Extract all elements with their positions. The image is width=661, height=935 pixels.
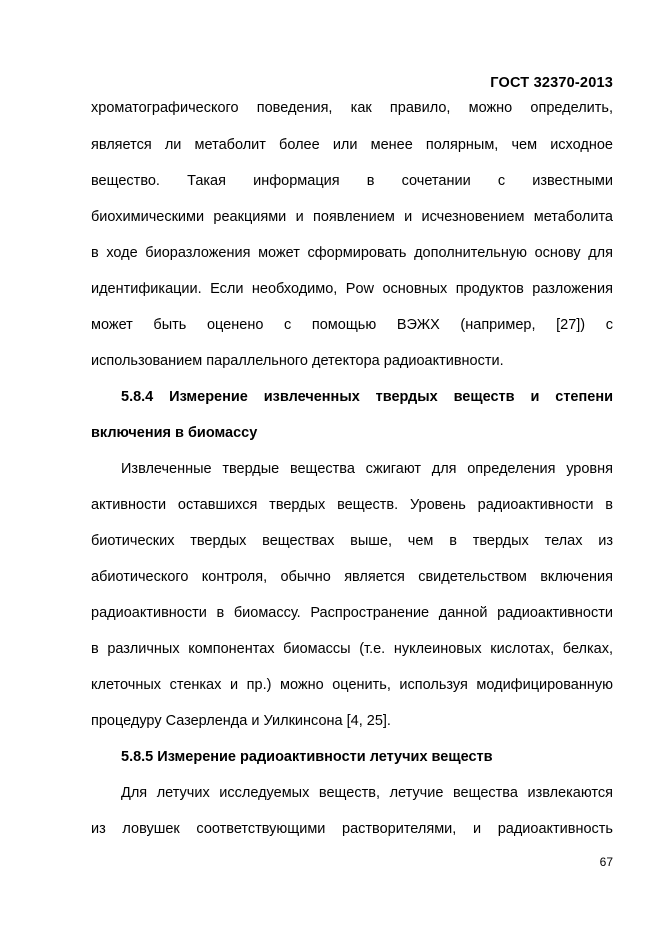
section-heading: включения в биомассу [91,425,258,441]
text-line: биохимическими реакциями и появлением и исчезновением метаболита [91,209,613,225]
text-line: активности оставшихся твердых веществ. Уровень радиоактивности в [91,497,613,513]
text-line: из ловушек соответствующими растворителями, и радиоактивность [91,821,613,837]
text-line: хроматографического поведения, как правило, можно определить, [91,100,613,116]
text-line: в ходе биоразложения может сформировать дополнительную основу для [91,245,613,261]
section-heading: 5.8.5 Измерение радиоактивности летучих веществ [121,749,493,765]
text-line: является ли метаболит более или менее полярным, чем исходное [91,137,613,153]
text-line: клеточных стенках и пр.) можно оценить, используя модифицированную [91,677,613,693]
text-line: Для летучих исследуемых веществ, летучие вещества извлекаются [121,785,613,801]
text-line: идентификации. Если необходимо, Pow основных продуктов разложения [91,281,613,297]
text-line: процедуру Сазерленда и Уилкинсона [4, 25]. [91,713,391,729]
text-line: может быть оценено с помощью ВЭЖХ (например, [27]) с [91,317,613,333]
page-number: 67 [599,855,613,869]
text-line: использованием параллельного детектора радиоактивности. [91,353,504,369]
document-header: ГОСТ 32370-2013 [490,75,613,91]
text-line: в различных компонентах биомассы (т.е. нуклеиновых кислотах, белках, [91,641,613,657]
text-line: радиоактивности в биомассу. Распространение данной радиоактивности [91,605,613,621]
text-line: вещество. Такая информация в сочетании с известными [91,173,613,189]
text-line: биотических твердых веществах выше, чем в твердых телах из [91,533,613,549]
section-heading: 5.8.4 Измерение извлеченных твердых веществ и степени [121,389,613,405]
text-line: Извлеченные твердые вещества сжигают для определения уровня [121,461,613,477]
text-line: абиотического контроля, обычно является свидетельством включения [91,569,613,585]
